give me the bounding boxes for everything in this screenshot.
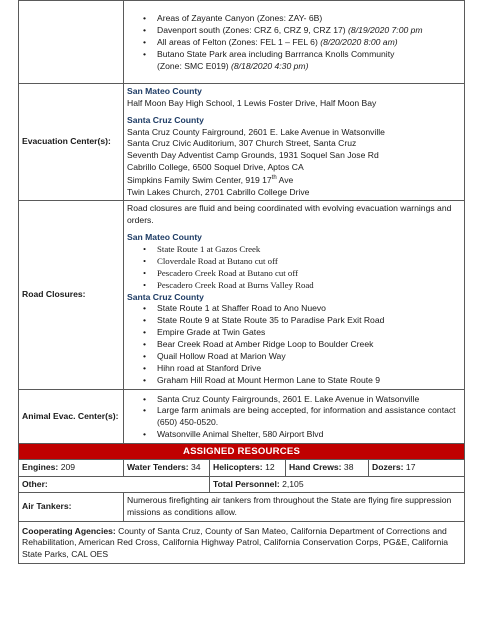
helicopters-cell xyxy=(210,460,286,477)
hand-crews-value: 38 xyxy=(343,462,354,473)
santa-cruz-road-list xyxy=(127,303,461,386)
incident-table xyxy=(18,0,465,564)
engines-label: Engines: xyxy=(22,462,59,473)
item-text: (Zone: SMC E019) xyxy=(157,60,232,71)
evac-center-item: Santa Cruz Civic Auditorium, 307 Church Street, Santa Cruz xyxy=(127,138,357,149)
cooperating-agencies-label: Cooperating Agencies: xyxy=(22,525,116,536)
county-heading-san-mateo: San Mateo County xyxy=(127,232,202,243)
item-text: Davenport south (Zones: CRZ 6, CRZ 9, CRZ 17) xyxy=(157,24,349,35)
list-item xyxy=(143,13,461,25)
assigned-resources-banner-row xyxy=(19,444,465,460)
evac-center-item: Half Moon Bay High School, 1 Lewis Foster Drive, Half Moon Bay xyxy=(127,97,377,108)
other-personnel-row xyxy=(19,476,465,493)
list-item: • Empire Grade at Twin Gates xyxy=(143,327,461,339)
list-item xyxy=(143,25,461,37)
animal-evac-list xyxy=(127,394,461,442)
engines-value: 209 xyxy=(60,462,76,473)
cooperating-agencies-text: County of Santa Cruz, County of San Mateo, California Department of Corrections and Rehabilitation, American Red Cross, California Highway Patrol, California Conservation Corps, PG&E, California State Parks, CAL OES xyxy=(22,525,449,559)
total-personnel-cell xyxy=(210,476,465,493)
simpkins-text: Simpkins Family Swim Center, 919 17 xyxy=(127,175,272,186)
hand-crews-cell xyxy=(286,460,369,477)
other-label: Other: xyxy=(19,476,210,493)
evac-center-item: Seventh Day Adventist Camp Grounds, 1931 Soquel San Jose Rd xyxy=(127,149,379,160)
item-text: All areas of Felton (Zones: FEL 1 – FEL 6) xyxy=(157,36,321,47)
helicopters-value: 12 xyxy=(265,462,275,473)
air-tankers-label: Air Tankers: xyxy=(19,493,124,521)
county-heading-santa-cruz: Santa Cruz County xyxy=(127,115,204,126)
list-item: • State Route 1 at Gazos Creek xyxy=(143,244,461,256)
county-heading-santa-cruz: Santa Cruz County xyxy=(127,291,204,302)
list-item: • Hihn road at Stanford Drive xyxy=(143,363,461,375)
hand-crews-label: Hand Crews: xyxy=(289,462,342,473)
evacuation-centers-row xyxy=(19,84,465,201)
animal-evac-row xyxy=(19,389,465,444)
air-tankers-row xyxy=(19,493,465,521)
list-item-continuation xyxy=(143,61,461,73)
water-tenders-label: Water Tenders: xyxy=(127,462,189,473)
water-tenders-value: 34 xyxy=(191,462,201,473)
list-item: • Pescadero Creek Road at Butano cut off xyxy=(143,268,461,280)
helicopters-label: Helicopters: xyxy=(213,462,263,473)
assigned-resources-title: ASSIGNED RESOURCES xyxy=(19,444,465,460)
dozers-value: 17 xyxy=(405,462,416,473)
evac-center-item-simpkins xyxy=(127,173,461,186)
engines-cell xyxy=(19,460,124,477)
animal-evac-cell xyxy=(124,389,465,444)
list-item: • Quail Hollow Road at Marion Way xyxy=(143,351,461,363)
san-mateo-road-list xyxy=(127,244,461,292)
evacuation-centers-label: Evacuation Center(s): xyxy=(19,84,124,201)
empty-label-cell xyxy=(19,1,124,84)
item-date: (8/20/2020 8:00 am) xyxy=(320,36,398,47)
list-item: • Watsonville Animal Shelter, 580 Airport Blvd xyxy=(143,429,461,441)
simpkins-text-end: Ave xyxy=(276,175,294,186)
list-item: • Cloverdale Road at Butano cut off xyxy=(143,256,461,268)
list-item: • Bear Creek Road at Amber Ridge Loop to Boulder Creek xyxy=(143,339,461,351)
list-item xyxy=(143,37,461,49)
animal-evac-label: Animal Evac. Center(s): xyxy=(19,389,124,444)
road-closures-row xyxy=(19,201,465,389)
cooperating-agencies-cell xyxy=(19,521,465,564)
list-item: • Pescadero Creek Road at Burns Valley Road xyxy=(143,280,461,292)
road-closures-label: Road Closures: xyxy=(19,201,124,389)
evacuation-orders-cell xyxy=(124,1,465,84)
cooperating-agencies-row xyxy=(19,521,465,564)
item-date: (8/19/2020 7:00 pm xyxy=(348,24,423,35)
list-item xyxy=(143,49,461,61)
road-closures-intro: Road closures are fluid and being coordinated with evolving evacuation warnings and orders. xyxy=(127,203,452,225)
air-tankers-text: Numerous firefighting air tankers from throughout the State are flying fire suppression missions as conditions allow. xyxy=(124,493,465,521)
dozers-label: Dozers: xyxy=(372,462,404,473)
total-personnel-value: 2,105 xyxy=(282,478,304,489)
dozers-cell xyxy=(369,460,465,477)
list-item: • Santa Cruz County Fairgrounds, 2601 E. Lake Avenue in Watsonville xyxy=(143,394,461,406)
resource-counts-row xyxy=(19,460,465,477)
evacuation-orders-list xyxy=(127,13,461,73)
list-item: • Large farm animals are being accepted, for information and assistance contact (650) 450-0520. xyxy=(143,405,461,429)
evacuation-orders-continued-row xyxy=(19,1,465,84)
evac-center-item: Cabrillo College, 6500 Soquel Drive, Aptos CA xyxy=(127,161,304,172)
item-date: (8/18/2020 4:30 pm) xyxy=(231,60,309,71)
item-text: Areas of Zayante Canyon (Zones: ZAY- 6B) xyxy=(157,13,323,23)
road-closures-cell xyxy=(124,201,465,389)
list-item: • Graham Hill Road at Mount Hermon Lane to State Route 9 xyxy=(143,375,461,387)
evacuation-centers-cell xyxy=(124,84,465,201)
simpkins-sup: th xyxy=(271,175,277,182)
county-heading-san-mateo: San Mateo County xyxy=(127,86,202,96)
item-text: Butano State Park area including Barrranca Knolls Community xyxy=(157,48,395,59)
evac-center-item: Twin Lakes Church, 2701 Cabrillo College Drive xyxy=(127,186,310,197)
total-personnel-label: Total Personnel: xyxy=(213,478,280,489)
evac-center-item: Santa Cruz County Fairground, 2601 E. Lake Avenue in Watsonville xyxy=(127,126,385,137)
incident-report-sheet xyxy=(18,0,464,564)
water-tenders-cell xyxy=(124,460,210,477)
list-item: • State Route 9 at State Route 35 to Paradise Park Exit Road xyxy=(143,315,461,327)
list-item: • State Route 1 at Shaffer Road to Ano Nuevo xyxy=(143,303,461,315)
